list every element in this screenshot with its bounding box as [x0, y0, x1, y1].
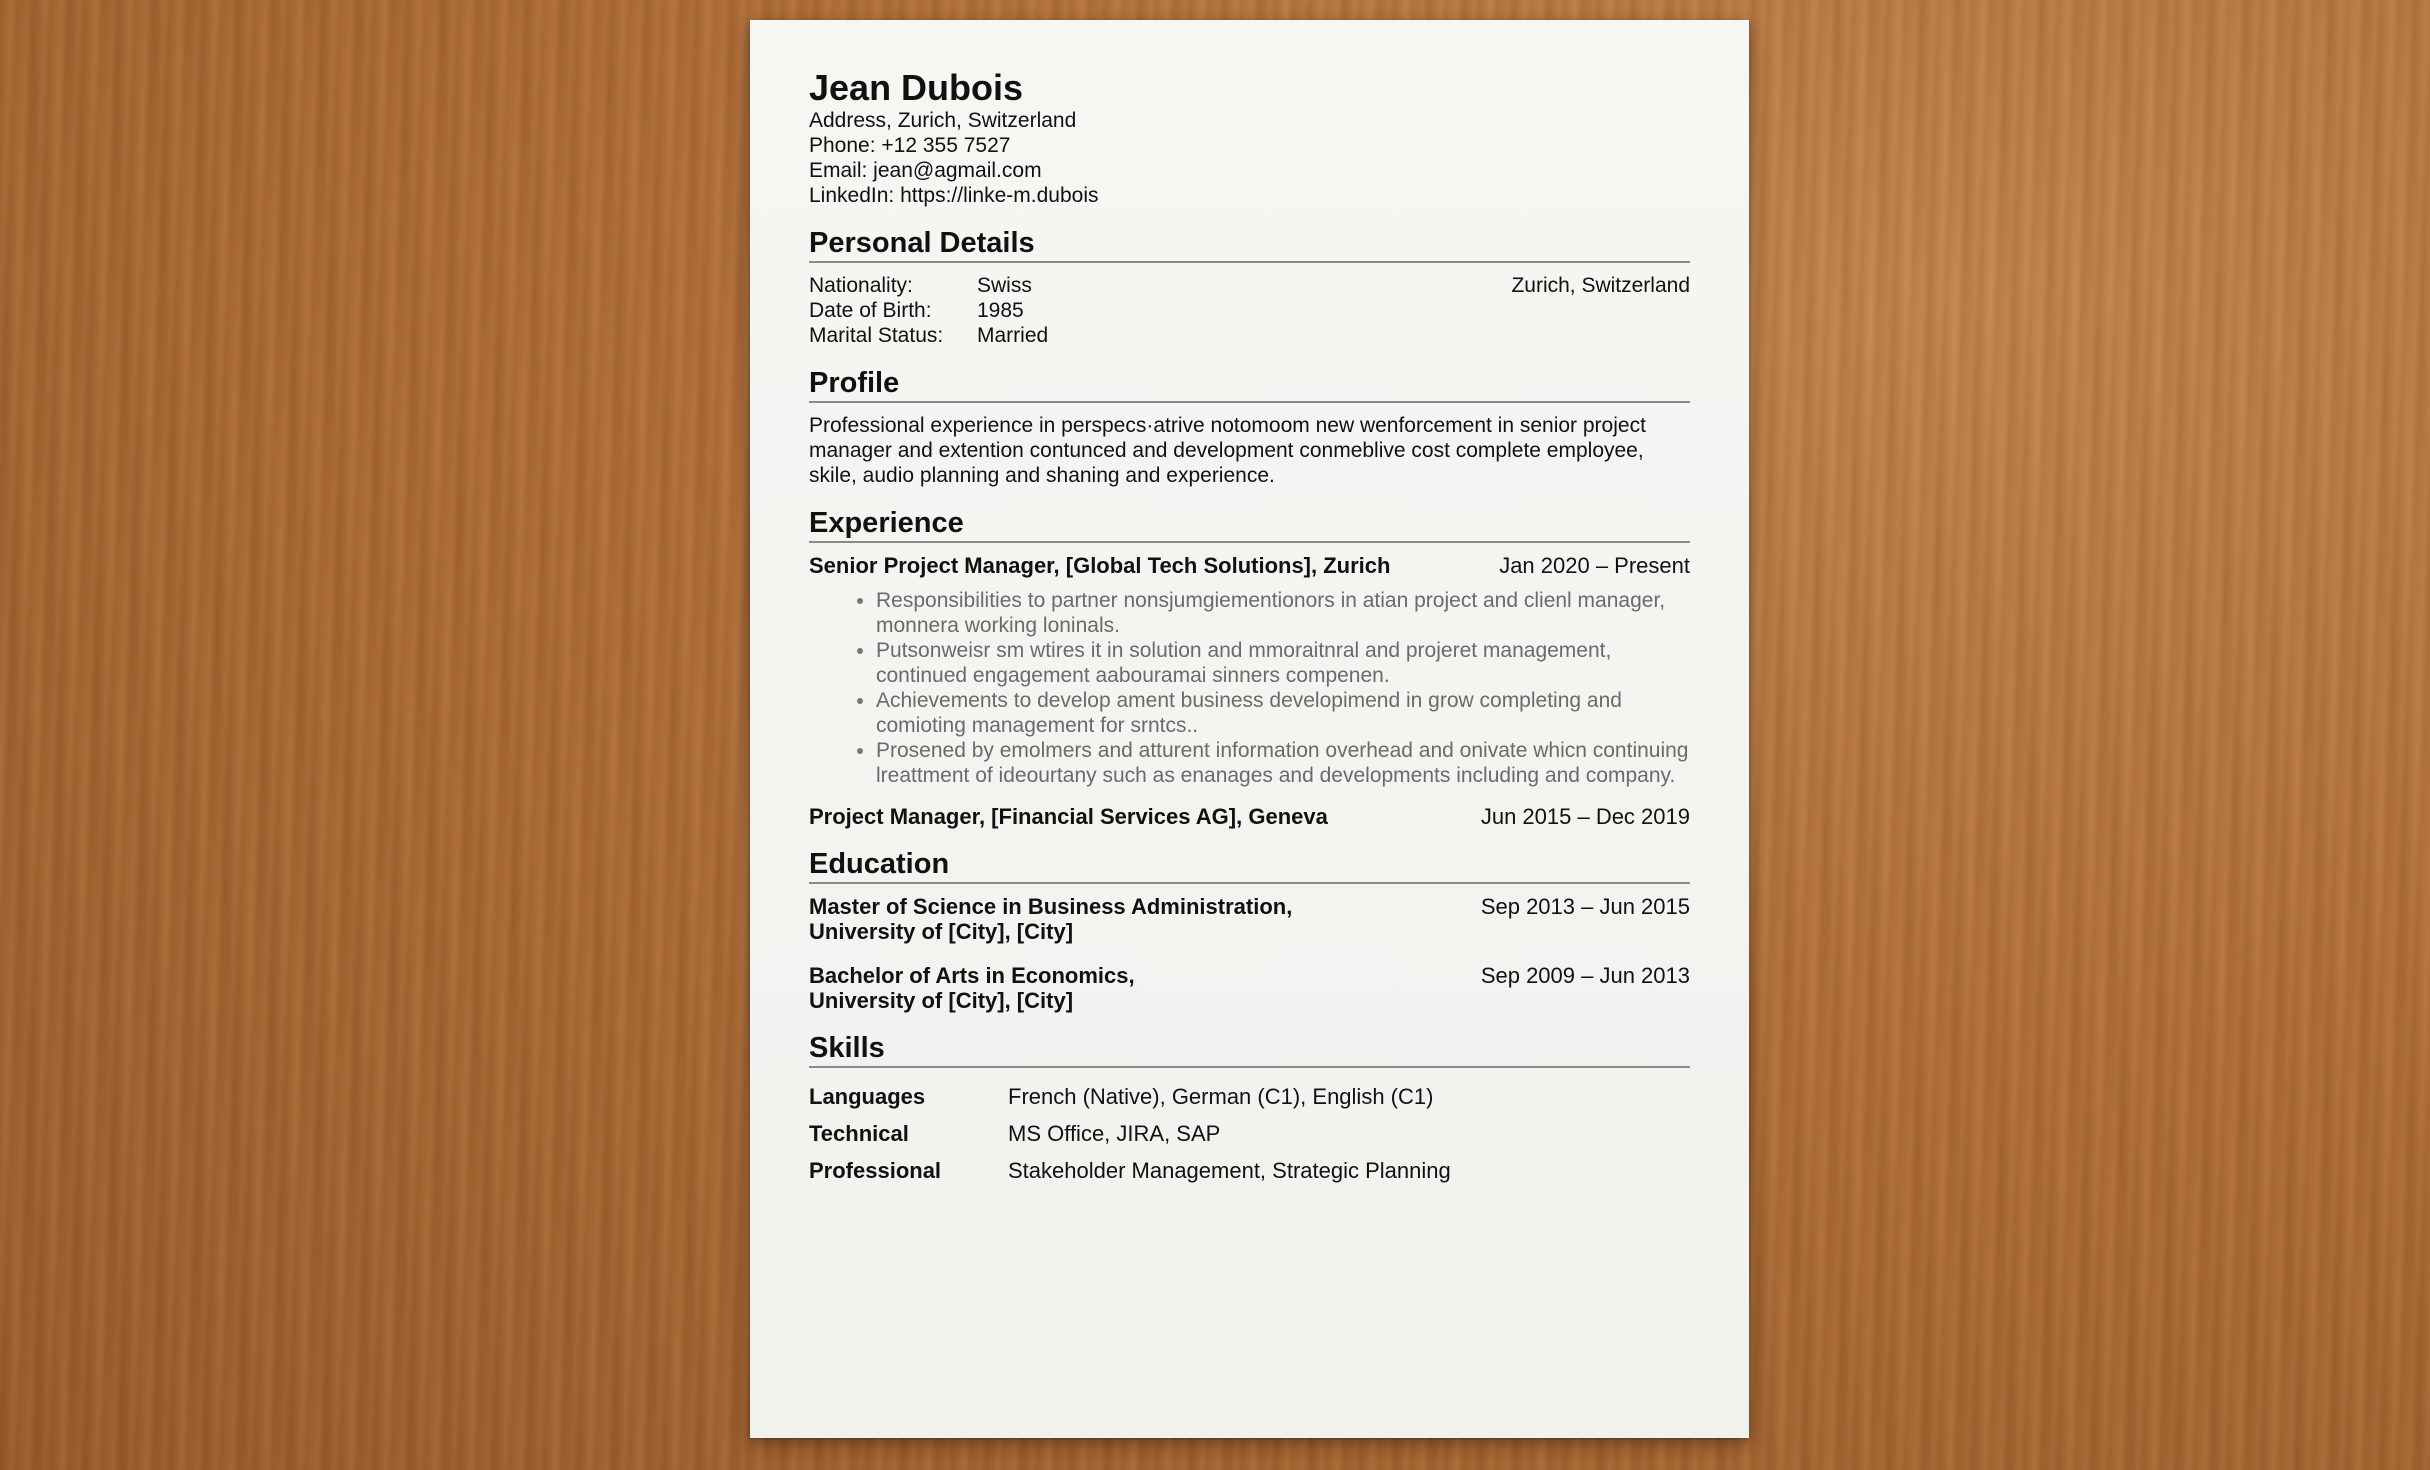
personal-detail-row — [809, 298, 1690, 323]
job-header — [809, 804, 1690, 829]
section-title-experience: Experience — [809, 506, 1690, 543]
section-title-skills: Skills — [809, 1031, 1690, 1068]
education-school-row — [809, 988, 1690, 1013]
job-dates: Jan 2020 – Present — [1499, 553, 1690, 578]
personal-details — [809, 273, 1690, 348]
education-entry — [809, 894, 1690, 944]
education-header — [809, 894, 1690, 919]
resume-page — [750, 20, 1749, 1438]
resume-header — [809, 68, 1690, 208]
education-header — [809, 963, 1690, 988]
experience-entry — [809, 553, 1690, 788]
education-degree: Bachelor of Arts in Economics, — [809, 963, 1135, 988]
contact-address: Address, Zurich, Switzerland — [809, 109, 1077, 132]
resume-content — [809, 68, 1690, 1189]
contact-phone: Phone: +12 355 7527 — [809, 134, 1011, 157]
skills-list — [809, 1078, 1690, 1189]
education-degree: Master of Science in Business Administration, — [809, 894, 1293, 919]
job-dates: Jun 2015 – Dec 2019 — [1480, 804, 1690, 829]
job-title: Senior Project Manager, [Global Tech Solutions], Zurich — [809, 553, 1391, 578]
personal-detail-label: Date of Birth: — [809, 299, 932, 322]
skills-row — [809, 1078, 1690, 1115]
personal-detail-value: Married — [977, 324, 1049, 347]
personal-detail-value: Swiss — [977, 274, 1032, 297]
candidate-name: Jean Dubois — [809, 67, 1024, 108]
personal-detail-value: 1985 — [977, 299, 1024, 322]
skills-category: Technical — [809, 1121, 909, 1146]
education-dates: Sep 2013 – Jun 2015 — [1480, 894, 1690, 919]
job-bullet-list — [809, 588, 1690, 788]
experience-entry — [809, 804, 1690, 829]
personal-detail-row — [809, 273, 1690, 298]
skills-value: Stakeholder Management, Strategic Planning — [1008, 1158, 1451, 1183]
education-school: University of [City], [City] — [809, 919, 1074, 944]
education-school: University of [City], [City] — [809, 988, 1074, 1013]
education-entry — [809, 963, 1690, 1013]
job-title: Project Manager, [Financial Services AG], Geneva — [809, 804, 1328, 829]
skills-row — [809, 1115, 1690, 1152]
personal-detail-row — [809, 323, 1690, 348]
personal-detail-location: Zurich, Switzerland — [1511, 274, 1690, 297]
skills-value: French (Native), German (C1), English (C1) — [1008, 1084, 1434, 1109]
contact-linkedin: LinkedIn: https://linke-m.dubois — [809, 184, 1099, 207]
education-dates: Sep 2009 – Jun 2013 — [1480, 963, 1690, 988]
job-header — [809, 553, 1690, 578]
skills-value: MS Office, JIRA, SAP — [1008, 1121, 1221, 1146]
skills-category: Languages — [809, 1084, 926, 1109]
skills-category: Professional — [809, 1158, 942, 1183]
job-bullet: • Prosened by emolmers and atturent information overhead and onivate whicn continuing lreattment of ideourtany such as enanages and developments including and company. — [876, 738, 1690, 788]
job-bullet: • Achievements to develop ament business developimend in grow completing and comioting management for srntcs.. — [876, 688, 1690, 738]
job-bullet: • Responsibilities to partner nonsjumgiementionors in atian project and clienl manager, monnera working loninals. — [876, 588, 1690, 638]
profile-text: Professional experience in perspecs·atrive notomoom new wenforcement in senior project manager and extention contunced and development conmeblive cost complete employee, skile, audio planning and shaning and experience. — [809, 414, 1646, 487]
section-title-education: Education — [809, 847, 1690, 884]
section-title-personal-details: Personal Details — [809, 226, 1690, 263]
personal-detail-label: Marital Status: — [809, 324, 944, 347]
education-school-row — [809, 919, 1690, 944]
personal-detail-label: Nationality: — [809, 274, 913, 297]
skills-row — [809, 1152, 1690, 1189]
contact-email: Email: jean@agmail.com — [809, 159, 1042, 182]
section-title-profile: Profile — [809, 366, 1690, 403]
job-bullet: • Putsonweisr sm wtires it in solution and mmoraitnral and projeret management, continued engagement aabouramai sinners compenen. — [876, 638, 1690, 688]
